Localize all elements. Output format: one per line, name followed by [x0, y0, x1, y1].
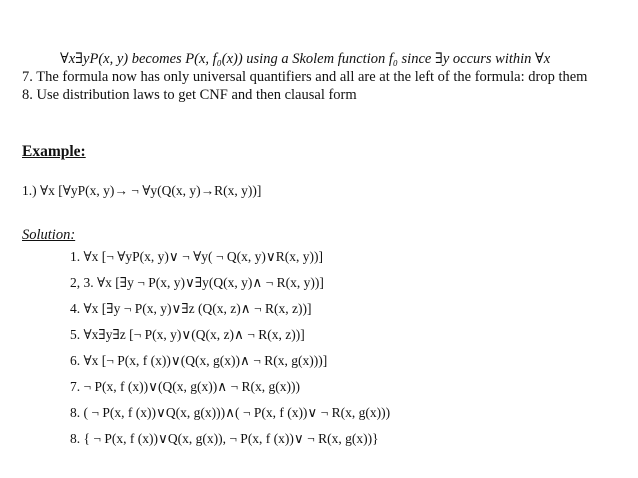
- solution-step-4: 4. ∀x [∃y ¬ P(x, y)∨∃z (Q(x, z)∧ ¬ R(x, z))]: [70, 301, 312, 316]
- solution-step-7: 7. ¬ P(x, f (x))∨(Q(x, g(x))∧ ¬ R(x, g(x))): [70, 379, 300, 394]
- step-7-description: 7. The formula now has only universal quantifiers and all are at the left of the formula: drop them: [22, 69, 588, 85]
- solution-label: Solution:: [22, 227, 76, 243]
- example-heading: Example:: [22, 143, 86, 160]
- skolem-explanation-line: ∀x∃yP(x, y) becomes P(x, f₀(x)) using a Skolem function f₀ since ∃y occurs within ∀x: [60, 51, 551, 67]
- solution-step-1: 1. ∀x [¬ ∀yP(x, y)∨ ¬ ∀y( ¬ Q(x, y)∨R(x, y))]: [70, 249, 324, 264]
- solution-step-8-cnf: 8. ( ¬ P(x, f (x))∨Q(x, g(x)))∧( ¬ P(x, f (x))∨ ¬ R(x, g(x))): [70, 405, 391, 420]
- solution-step-6: 6. ∀x [¬ P(x, f (x))∨(Q(x, g(x))∧ ¬ R(x, g(x)))]: [70, 353, 328, 368]
- step-8-description: 8. Use distribution laws to get CNF and then clausal form: [22, 87, 357, 103]
- solution-step-2-3: 2, 3. ∀x [∃y ¬ P(x, y)∨∃y(Q(x, y)∧ ¬ R(x, y))]: [70, 275, 324, 290]
- solution-step-8-clausal: 8. { ¬ P(x, f (x))∨Q(x, g(x)), ¬ P(x, f (x))∨ ¬ R(x, g(x))}: [70, 431, 379, 446]
- example-formula: 1.) ∀x [∀yP(x, y)→ ¬ ∀y(Q(x, y)→R(x, y))]: [22, 183, 262, 198]
- solution-step-5: 5. ∀x∃y∃z [¬ P(x, y)∨(Q(x, z)∧ ¬ R(x, z))]: [70, 327, 305, 342]
